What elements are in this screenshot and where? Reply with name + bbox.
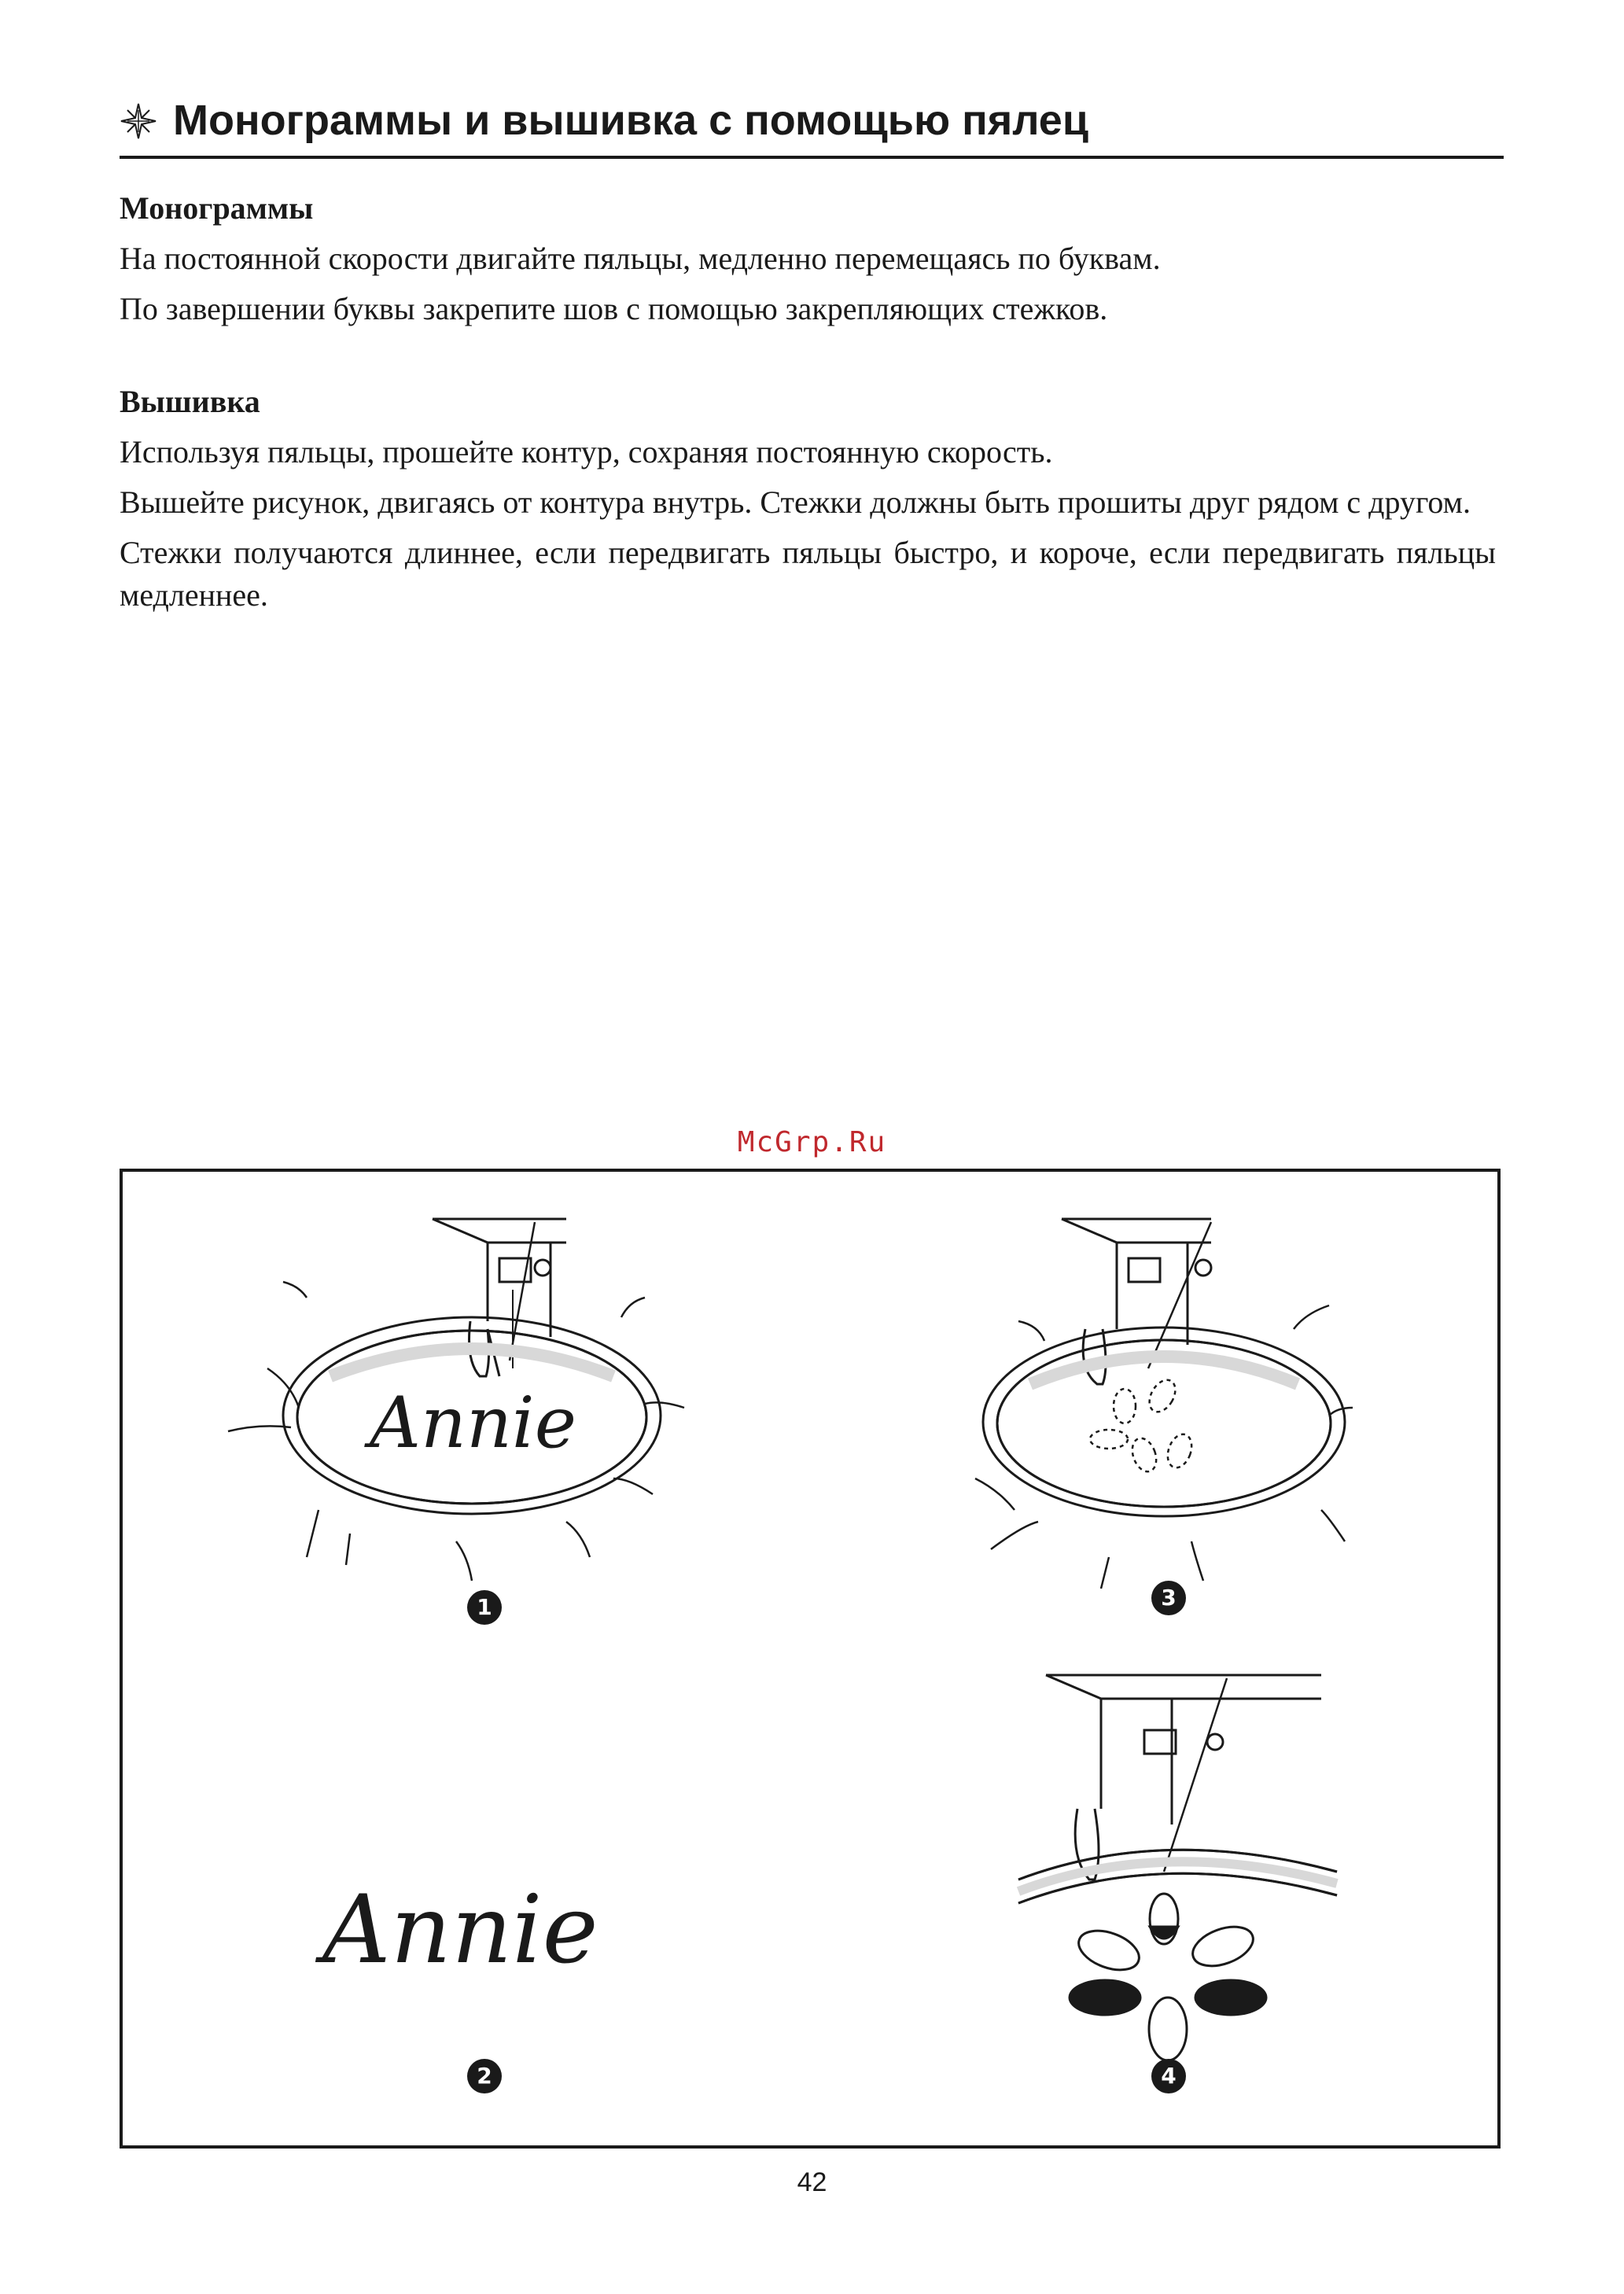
embroidery-paragraph: Стежки получаются длиннее, если передвигать пяльцы быстро, и короче, если передвигать пяльцы медленнее. <box>120 535 1496 613</box>
step-number-2: 2 <box>467 2059 502 2093</box>
hoop-monogram-illustration <box>220 1211 692 1620</box>
page-number: 42 <box>797 2167 827 2197</box>
fill-stitching-illustration <box>1007 1667 1353 2108</box>
step-number-4: 4 <box>1151 2059 1186 2093</box>
monograms-paragraph: По завершении буквы закрепите шов с помощью закрепляющих стежков. <box>120 291 1108 326</box>
embroidery-heading: Вышивка <box>120 384 260 419</box>
embroidery-section <box>120 381 1496 624</box>
step-number-1: 1 <box>467 1590 502 1625</box>
monograms-heading: Монограммы <box>120 190 314 226</box>
page-header <box>120 93 1504 159</box>
page-title: Монограммы и вышивка с помощью пялец <box>173 97 1089 144</box>
hoop-outline-illustration <box>959 1211 1368 1620</box>
monograms-paragraph: На постоянной скорости двигайте пяльцы, медленно перемещаясь по буквам. <box>120 241 1161 276</box>
embroidery-paragraph: Используя пяльцы, прошейте контур, сохраняя постоянную скорость. <box>120 434 1053 469</box>
annie-monogram-text: Annie <box>370 1382 576 1464</box>
watermark: McGrp.Ru <box>737 1126 887 1158</box>
annie-finished-text: Annie <box>322 1876 598 1985</box>
compass-star-icon <box>120 102 157 140</box>
step-number-3: 3 <box>1151 1581 1186 1615</box>
monograms-section <box>120 187 1496 338</box>
finished-monogram-illustration <box>315 1872 653 1990</box>
embroidery-paragraph: Вышейте рисунок, двигаясь от контура внутрь. Стежки должны быть прошиты друг рядом с другом. <box>120 484 1471 520</box>
